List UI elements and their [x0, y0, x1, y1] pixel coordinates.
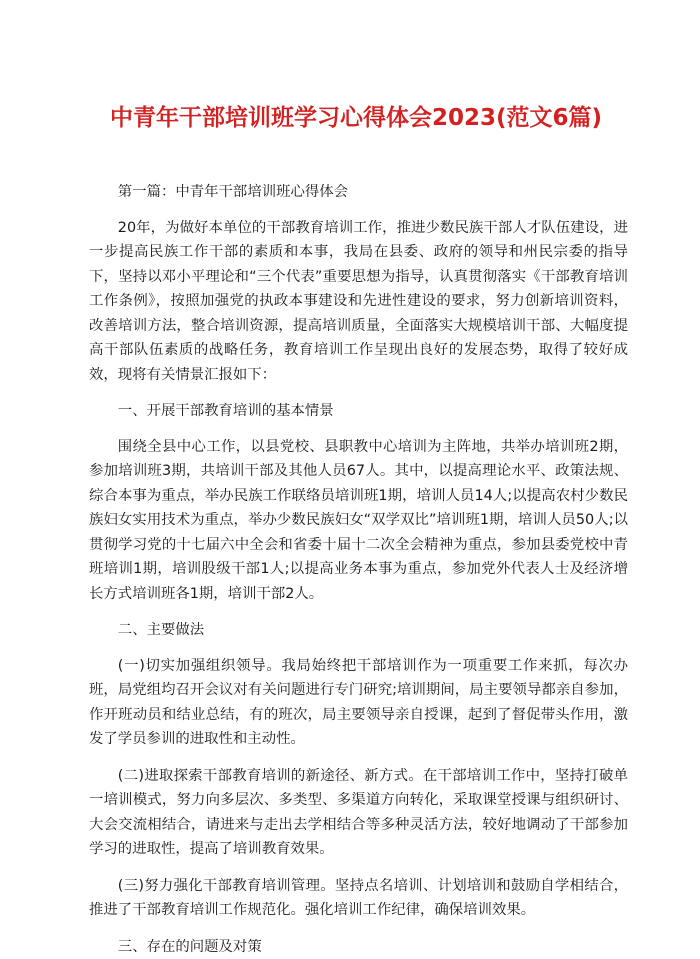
point-2-paragraph: (二)进取探索干部教育培训的新途径、新方式。在干部培训工作中，坚持打破单一培训模式，努力向多层次、多类型、多渠道方向转化，采取课堂授课与组织研讨、大会交流相结合，请进来与走出去学相结合等多种灵活方法，较好地调动了干部参加学习的进取性，提高了培训教育效果。 [89, 764, 628, 862]
point-3-paragraph: (三)努力强化干部教育培训管理。坚持点名培训、计划培训和鼓励自学相结合，推进了干部教育培训工作规范化。强化培训工作纪律，确保培训效果。 [89, 874, 628, 923]
section-heading-2: 二、主要做法 [89, 618, 628, 643]
section-heading-3: 三、存在的问题及对策 [89, 935, 628, 959]
point-1-paragraph: (一)切实加强组织领导。我局始终把干部培训作为一项重要工作来抓，每次办班，局党组均召开会议对有关问题进行专门研究;培训期间，局主要领导都亲自参加，作开班动员和结业总结，有的班次，局主要领导亲自授课，起到了督促带头作用，激发了学员参训的进取性和主动性。 [89, 654, 628, 752]
part-heading: 第一篇：中青年干部培训班心得体会 [89, 180, 628, 205]
section-heading-1: 一、开展干部教育培训的基本情景 [89, 399, 628, 424]
document-title: 中青年干部培训班学习心得体会2023(范文6篇) [90, 104, 622, 133]
intro-paragraph: 20年，为做好本单位的干部教育培训工作，推进少数民族干部人才队伍建设，进一步提高民族工作干部的素质和本事，我局在县委、政府的领导和州民宗委的指导下，坚持以邓小平理论和“三个代表”重要思想为指导，认真贯彻落实《干部教育培训工作条例》，按照加强党的执政本事建设和先进性建设的要求，努力创新培训资料，改善培训方法，整合培训资源，提高培训质量，全面落实大规模培训干部、大幅度提高干部队伍素质的战略任务，教育培训工作呈现出良好的发展态势，取得了较好成效，现将有关情景汇报如下： [89, 216, 628, 388]
section-1-paragraph: 围绕全县中心工作，以县党校、县职教中心培训为主阵地，共举办培训班2期，参加培训班3期，共培训干部及其他人员67人。其中，以提高理论水平、政策法规、综合本事为重点，举办民族工作联络员培训班1期，培训人员14人;以提高农村少数民族妇女实用技术为重点，举办少数民族妇女“双学双比”培训班1期，培训人员50人;以贯彻学习党的十七届六中全会和省委十届十二次全会精神为重点，参加县委党校中青班培训1期，培训股级干部1人;以提高业务本事为重点，参加党外代表人士及经济增长方式培训班各1期，培训干部2人。 [89, 435, 628, 607]
document-body [89, 180, 628, 959]
